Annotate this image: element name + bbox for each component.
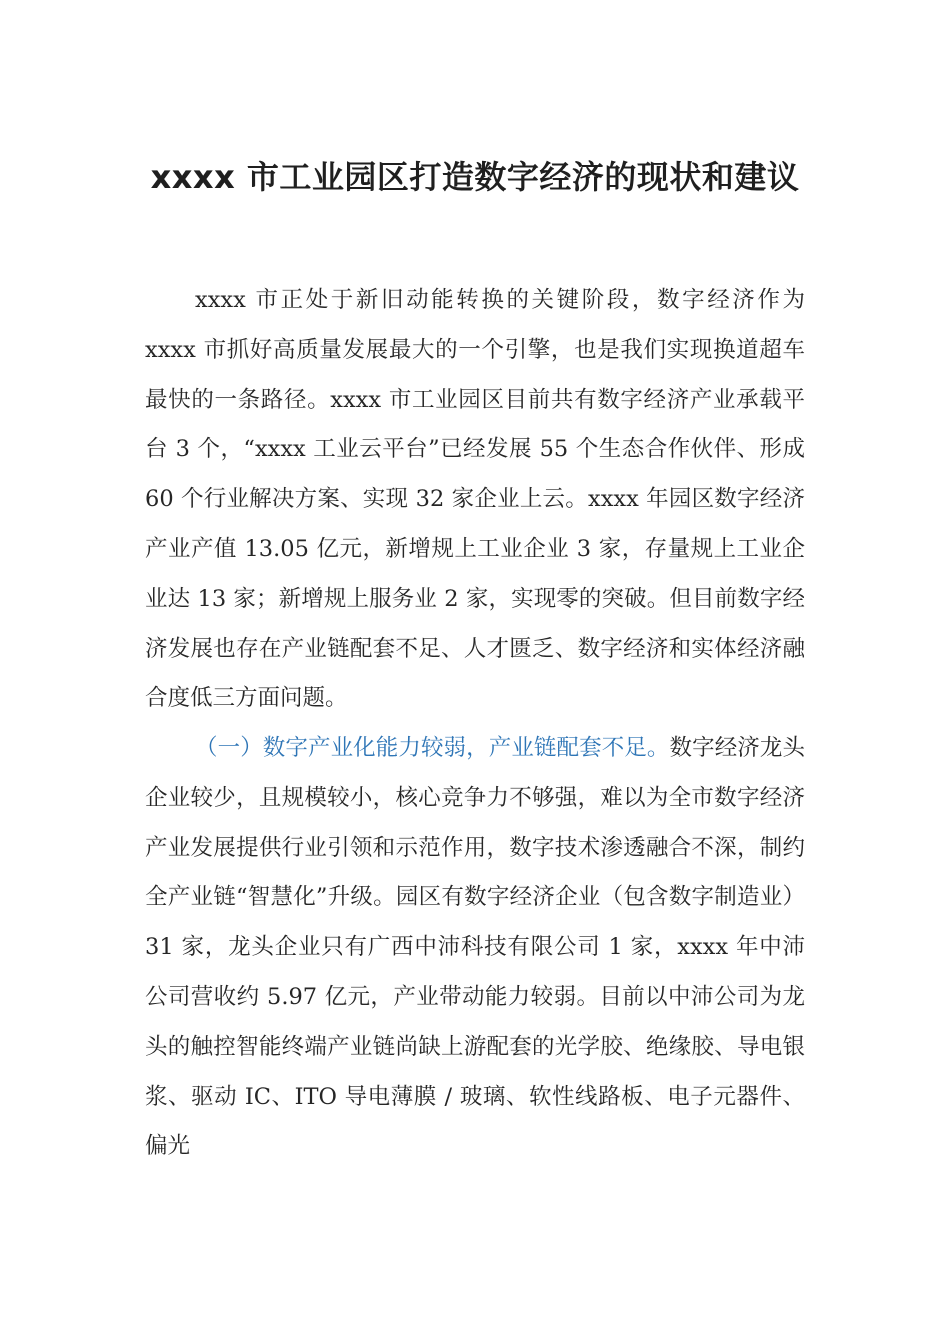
paragraph-intro-text: xxxx 市正处于新旧动能转换的关键阶段，数字经济作为 xxxx 市抓好高质量发展最大的一个引擎，也是我们实现换道超车最快的一条路径。xxxx 市工业园区目前共有数字经济产业承载平台 3 个，“xxxx 工业云平台”已经发展 55 个生态合作伙伴、形成 60 个行业解决方案、实现 32 家企业上云。xxxx 年园区数字经济产业产值 13.05 亿元，新增规上工业企业 3 家，存量规上工业企业达 13 家；新增规上服务业 2 家，实现零的突破。但目前数字经济发展也存在产业链配套不足、人才匮乏、数字经济和实体经济融合度低三方面问题。 — [145, 287, 805, 712]
paragraph-section-1 — [145, 724, 805, 1172]
document-title: xxxx 市工业园区打造数字经济的现状和建议 — [150, 158, 800, 196]
section-1-text: 数字经济龙头企业较少，且规模较小，核心竞争力不够强，难以为全市数字经济产业发展提供行业引领和示范作用，数字技术渗透融合不深，制约全产业链“智慧化”升级。园区有数字经济企业（包含数字制造业）31 家，龙头企业只有广西中沛科技有限公司 1 家，xxxx 年中沛公司营收约 5.97 亿元，产业带动能力较弱。目前以中沛公司为龙头的触控智能终端产业链尚缺上游配套的光学胶、绝缘胶、导电银浆、驱动 IC、ITO 导电薄膜 / 玻璃、软性线路板、电子元器件、偏光 — [145, 735, 805, 1160]
section-1-heading: （一）数字产业化能力较弱，产业链配套不足。 — [195, 735, 670, 761]
paragraph-intro — [145, 276, 805, 724]
